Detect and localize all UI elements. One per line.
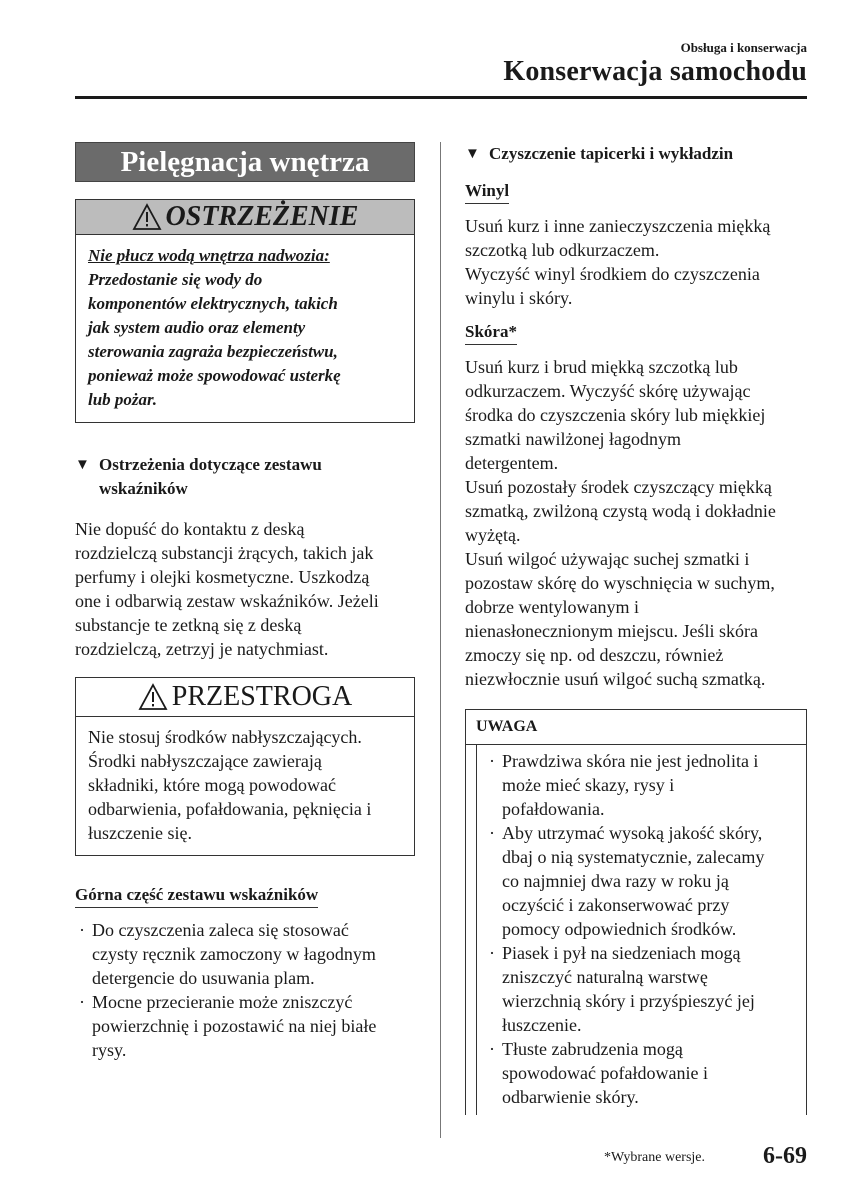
note-title: UWAGA (466, 710, 806, 745)
list-line: dbaj o nią systematycznie, zalecamy (502, 847, 765, 867)
para-line: Wyczyść winyl środkiem do czyszczenia (465, 264, 760, 284)
para-line: Usuń pozostały środek czyszczący miękką (465, 477, 772, 497)
list-line: wierzchnią skóry i przyśpieszyć jej (502, 991, 755, 1011)
para-line: rozdzielczą substancji żrących, takich jak (75, 543, 374, 563)
warning-line: Przedostanie się wody do (88, 270, 263, 289)
note-box (465, 709, 807, 1115)
list-line: Aby utrzymać wysoką jakość skóry, (502, 823, 763, 843)
caution-title: PRZESTROGA (171, 681, 353, 712)
subheading-gauge-warnings (75, 453, 415, 501)
warning-line: komponentów elektrycznych, takich (88, 294, 338, 313)
list-line: rysy. (92, 1040, 127, 1060)
list-item: · Mocne przecieranie może zniszczyć powierzchnię i pozostawić na niej białe rysy. (75, 990, 415, 1062)
list-line: zniszczyć naturalną warstwę (502, 967, 708, 987)
warning-title: OSTRZEŻENIE (165, 201, 359, 232)
list-line: powierzchnię i pozostawić na niej białe (92, 1016, 377, 1036)
list-line: Piasek i pył na siedzeniach mogą (502, 943, 741, 963)
triangle-down-icon: ▼ (465, 146, 480, 162)
para-line: detergentem. (465, 453, 559, 473)
para-line: substancje te zetkną się z deską (75, 615, 302, 635)
warning-body (76, 235, 414, 422)
list-item: · Prawdziwa skóra nie jest jednolita i może mieć skazy, rysy i pofałdowania. (485, 749, 796, 821)
warning-header (76, 200, 414, 235)
caution-box (75, 677, 415, 856)
para-line: nienasłonecznionym miejscu. Jeśli skóra (465, 621, 758, 641)
right-column (465, 142, 807, 1115)
warning-line: jak system audio oraz elementy (88, 318, 306, 337)
para-line: Usuń wilgoć używając suchej szmatki i (465, 549, 750, 569)
warning-lead: Nie płucz wodą wnętrza nadwozia: (88, 246, 330, 265)
para-line: odkurzaczem. Wyczyść skórę używając (465, 381, 751, 401)
para-line: one i odbarwią zestaw wskaźników. Jeżeli (75, 591, 379, 611)
section-banner: Pielęgnacja wnętrza (75, 142, 415, 182)
triangle-down-icon: ▼ (75, 457, 90, 473)
upper-gauge-heading: Górna część zestawu wskaźników (75, 884, 318, 908)
para-line: zmoczy się np. od deszczu, również (465, 645, 724, 665)
para-line: szmatką, zwilżoną czystą wodą i dokładnie (465, 501, 776, 521)
note-list (485, 749, 796, 1109)
warning-line: lub pożar. (88, 390, 157, 409)
caution-line: odbarwienia, pofałdowania, pęknięcia i (88, 799, 372, 819)
upper-gauge-section (75, 884, 415, 1062)
para-line: perfumy i olejki kosmetyczne. Uszkodzą (75, 567, 370, 587)
leather-section (465, 321, 807, 691)
subheading-line: wskaźników (99, 479, 188, 498)
list-line: czysty ręcznik zamoczony w łagodnym (92, 944, 376, 964)
caution-line: Nie stosuj środków nabłyszczających. (88, 727, 362, 747)
list-line: pomocy odpowiednich środków. (502, 919, 737, 939)
section-label: Obsługa i konserwacja (680, 40, 807, 55)
vinyl-section (465, 180, 807, 310)
para-line: niezwłocznie usuń wilgoć suchą szmatką. (465, 669, 766, 689)
page-title: Konserwacja samochodu (503, 56, 807, 87)
para-line: środka do czyszczenia skóry lub miękkiej (465, 405, 766, 425)
list-line: co najmniej dwa razy w roku ją (502, 871, 729, 891)
list-line: oczyścić i zakonserwować przy (502, 895, 730, 915)
warning-triangle-icon (132, 203, 162, 231)
warning-line: ponieważ może spowodować usterkę (88, 366, 341, 385)
list-line: pofałdowania. (502, 799, 605, 819)
caution-line: Środki nabłyszczające zawierają (88, 751, 322, 771)
para-line: winylu i skóry. (465, 288, 573, 308)
list-item: · Do czyszczenia zaleca się stosować czysty ręcznik zamoczony w łagodnym detergencie do usuwania plam. (75, 918, 415, 990)
column-divider (440, 142, 441, 1138)
caution-header (76, 678, 414, 717)
gauge-paragraph (75, 517, 415, 661)
warning-box (75, 199, 415, 423)
vinyl-paragraph (465, 214, 807, 310)
header-rule (75, 96, 807, 99)
list-line: spowodować pofałdowanie i (502, 1063, 708, 1083)
leather-heading: Skóra* (465, 321, 517, 345)
caution-body (76, 717, 414, 855)
para-line: szczotką lub odkurzaczem. (465, 240, 660, 260)
page-number: 6-69 (763, 1143, 807, 1169)
leather-paragraph (465, 355, 807, 691)
para-line: szmatki nawilżonej łagodnym (465, 429, 681, 449)
list-line: odbarwienie skóry. (502, 1087, 639, 1107)
caution-line: łuszczenie się. (88, 823, 192, 843)
warning-line: sterowania zagraża bezpieczeństwu, (88, 342, 338, 361)
note-body (476, 745, 806, 1115)
upper-gauge-list (75, 918, 415, 1062)
para-line: Usuń kurz i inne zanieczyszczenia miękką (465, 216, 771, 236)
subheading-upholstery (465, 142, 807, 166)
list-line: Mocne przecieranie może zniszczyć (92, 992, 353, 1012)
list-line: Do czyszczenia zaleca się stosować (92, 920, 349, 940)
list-item: · Aby utrzymać wysoką jakość skóry, dbaj o nią systematycznie, zalecamy co najmniej dwa razy w roku ją oczyścić i zakonserwować przy pomocy odpowiednich środków. (485, 821, 796, 941)
list-line: Prawdziwa skóra nie jest jednolita i (502, 751, 759, 771)
list-line: Tłuste zabrudzenia mogą (502, 1039, 683, 1059)
subheading-line: Ostrzeżenia dotyczące zestawu (99, 455, 322, 474)
para-line: wyżętą. (465, 525, 521, 545)
left-column (75, 142, 415, 1062)
warning-triangle-icon (138, 683, 168, 711)
para-line: Nie dopuść do kontaktu z deską (75, 519, 305, 539)
list-line: może mieć skazy, rysy i (502, 775, 675, 795)
para-line: Usuń kurz i brud miękką szczotką lub (465, 357, 738, 377)
list-line: łuszczenie. (502, 1015, 582, 1035)
para-line: rozdzielczą, zetrzyj je natychmiast. (75, 639, 329, 659)
caution-line: składniki, które mogą powodować (88, 775, 336, 795)
list-item: · Piasek i pył na siedzeniach mogą zniszczyć naturalną warstwę wierzchnią skóry i przyśpieszyć jej łuszczenie. (485, 941, 796, 1037)
footnote: *Wybrane wersje. (604, 1150, 706, 1165)
para-line: pozostaw skórę do wyschnięcia w suchym, (465, 573, 775, 593)
subheading-line: Czyszczenie tapicerki i wykładzin (489, 144, 734, 163)
para-line: dobrze wentylowanym i (465, 597, 639, 617)
list-line: detergencie do usuwania plam. (92, 968, 315, 988)
vinyl-heading: Winyl (465, 180, 509, 204)
list-item: · Tłuste zabrudzenia mogą spowodować pofałdowanie i odbarwienie skóry. (485, 1037, 796, 1109)
